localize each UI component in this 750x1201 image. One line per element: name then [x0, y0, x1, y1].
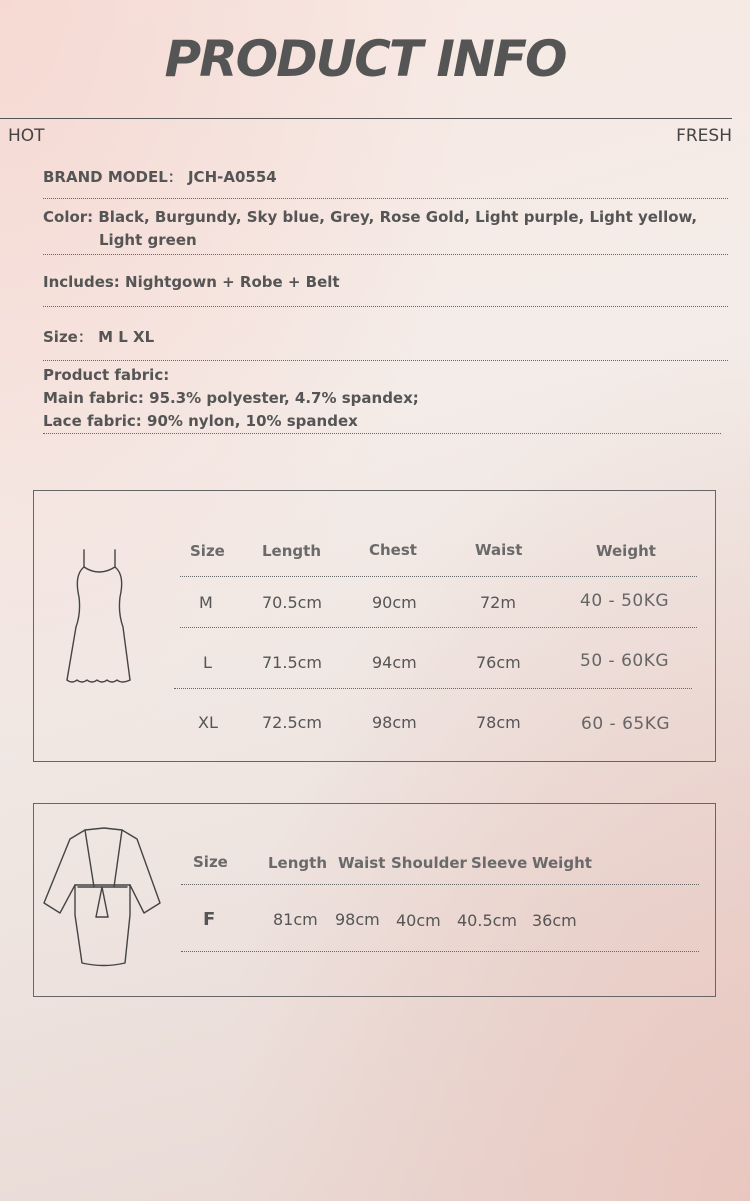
nightgown-header-length: Length: [262, 542, 321, 560]
table-cell: 70.5cm: [262, 593, 323, 612]
table-cell: 36cm: [532, 911, 577, 930]
dotted-divider: [43, 306, 728, 307]
robe-header-size: Size: [193, 853, 228, 871]
nightgown-header-waist: Waist: [475, 541, 523, 559]
title-divider: [0, 118, 732, 119]
table-cell: 98cm: [335, 910, 380, 929]
table-cell: 71.5cm: [262, 653, 323, 672]
fabric-main: Main fabric: 95.3% polyester, 4.7% spandex;: [43, 389, 419, 407]
table-cell: 81cm: [273, 910, 318, 929]
robe-header-weight: Weight: [532, 854, 592, 872]
page-title: PRODUCT INFO: [164, 30, 566, 88]
robe-header-waist: Waist: [338, 854, 386, 872]
dotted-divider: [180, 576, 697, 577]
color-line-1: Color: Black, Burgundy, Sky blue, Grey, Rose Gold, Light purple, Light yellow,: [43, 208, 698, 226]
table-cell: L: [203, 653, 212, 672]
robe-header-length: Length: [268, 854, 327, 872]
fabric-title: Product fabric:: [43, 366, 170, 384]
robe-header-sleeve: Sleeve: [471, 854, 528, 872]
robe-header-shoulder: Shoulder: [391, 854, 467, 872]
dotted-divider: [43, 254, 728, 255]
color-line-2: Light green: [99, 231, 197, 249]
dotted-divider: [43, 198, 728, 199]
dotted-divider: [181, 951, 699, 952]
table-cell: 40cm: [396, 911, 441, 930]
table-cell: 60 - 65KG: [581, 714, 671, 734]
table-cell: M: [199, 593, 213, 612]
table-cell: 40.5cm: [457, 911, 518, 930]
fabric-lace: Lace fabric: 90% nylon, 10% spandex: [43, 412, 358, 430]
dotted-divider: [181, 884, 699, 885]
fresh-tag: FRESH: [676, 126, 732, 146]
table-cell: 72.5cm: [262, 713, 323, 732]
table-cell: 98cm: [372, 713, 417, 732]
brand-model: BRAND MODEL： JCH-A0554: [43, 168, 277, 186]
table-cell: F: [203, 909, 216, 930]
dotted-divider: [43, 433, 721, 434]
nightgown-header-chest: Chest: [369, 541, 417, 559]
hot-tag: HOT: [8, 126, 45, 146]
table-cell: 94cm: [372, 653, 417, 672]
dotted-divider: [174, 688, 692, 689]
nightgown-icon: [62, 545, 142, 690]
robe-icon: [42, 825, 162, 970]
table-cell: 40 - 50KG: [580, 591, 670, 611]
size-line: Size： M L XL: [43, 328, 155, 346]
dotted-divider: [180, 627, 697, 628]
table-cell: 72m: [480, 593, 516, 612]
nightgown-header-weight: Weight: [596, 542, 656, 560]
includes-line: Includes: Nightgown + Robe + Belt: [43, 273, 340, 291]
table-cell: 78cm: [476, 713, 521, 732]
table-cell: 90cm: [372, 593, 417, 612]
nightgown-header-size: Size: [190, 542, 225, 560]
dotted-divider: [43, 360, 728, 361]
table-cell: XL: [198, 713, 218, 732]
table-cell: 50 - 60KG: [580, 651, 670, 671]
table-cell: 76cm: [476, 653, 521, 672]
